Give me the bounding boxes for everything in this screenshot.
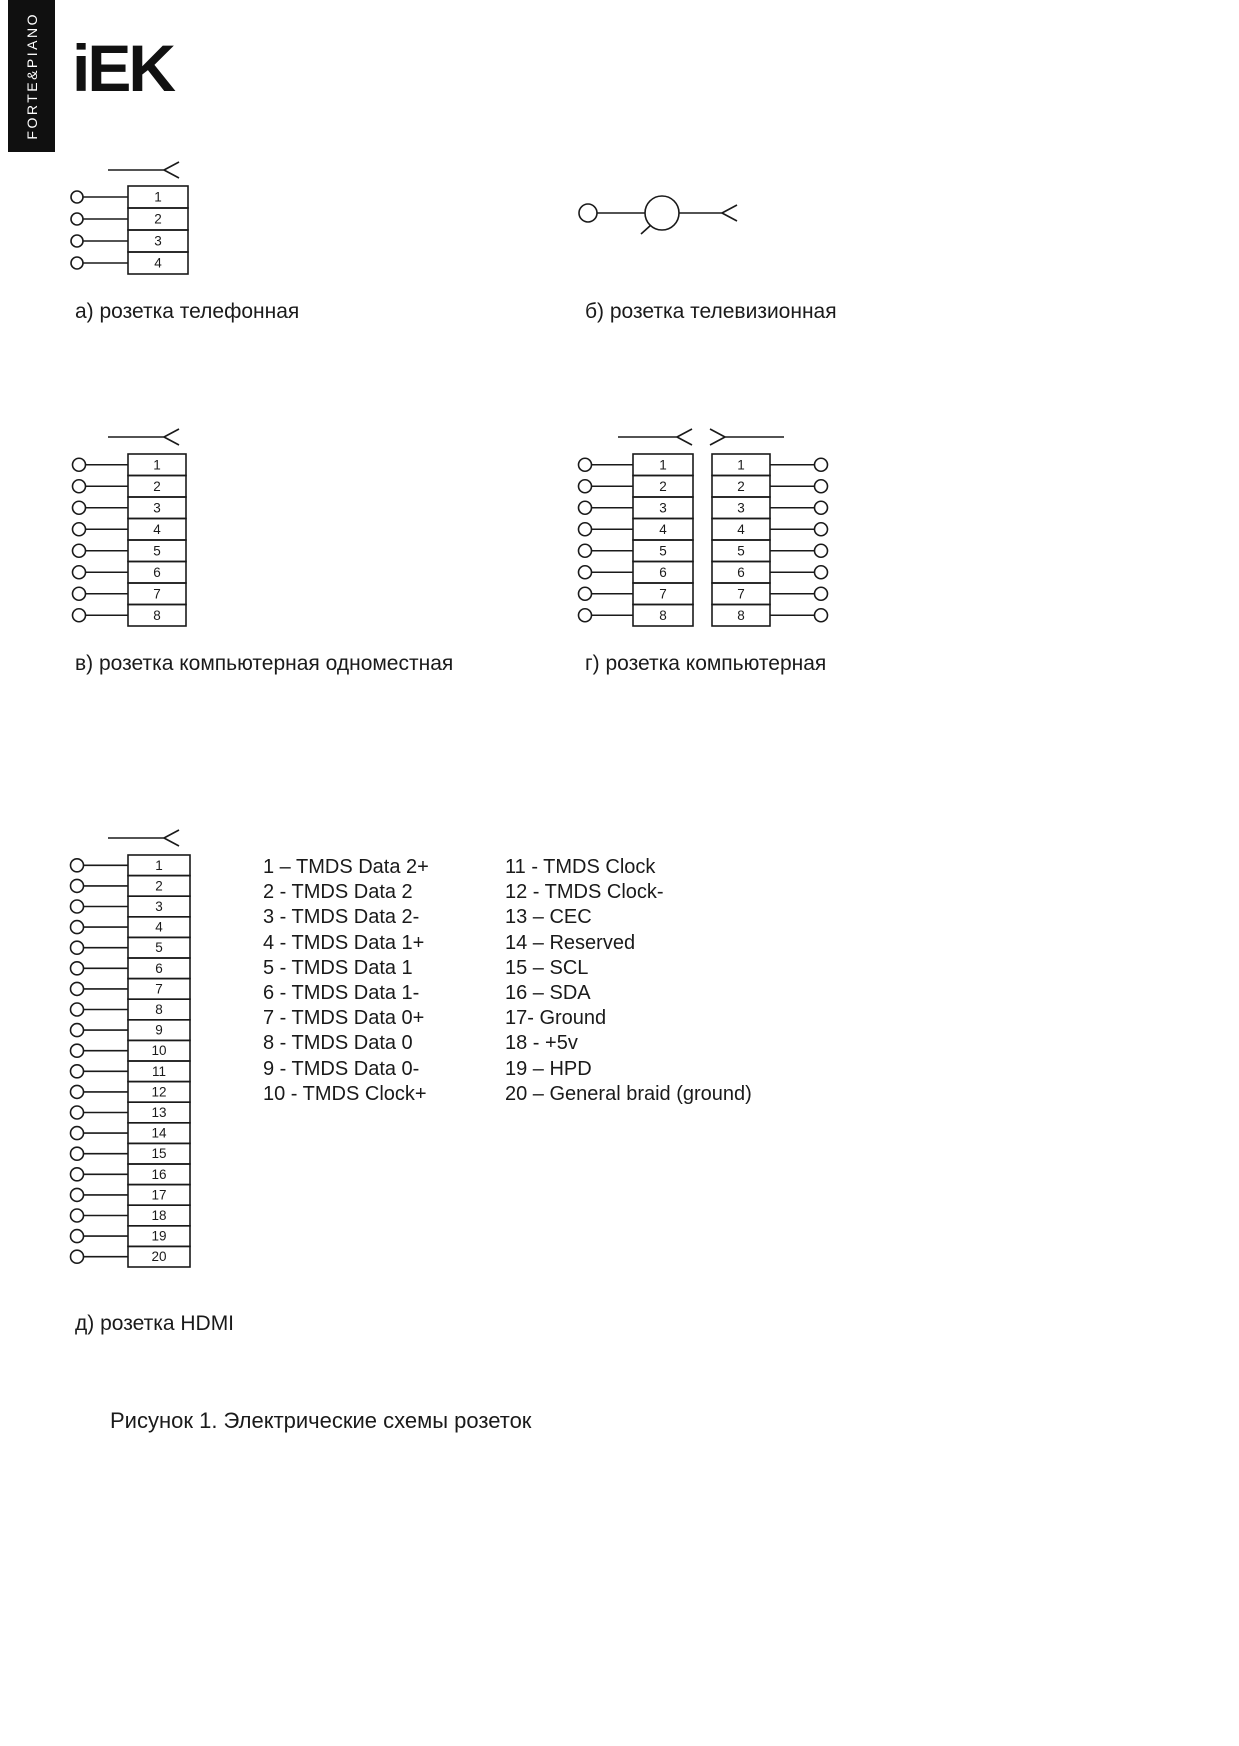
label-hdmi-socket: д) розетка HDMI — [75, 1312, 235, 1335]
iek-logo: iEK — [72, 31, 174, 105]
svg-text:16: 16 — [151, 1166, 167, 1182]
hdmi-legend-item: 12 - TMDS Clock- — [505, 881, 664, 904]
svg-text:8: 8 — [737, 607, 745, 623]
hdmi-legend-item: 10 - TMDS Clock+ — [263, 1082, 427, 1105]
hdmi-legend-item: 2 - TMDS Data 2 — [263, 881, 413, 904]
svg-text:3: 3 — [153, 500, 161, 516]
svg-text:1: 1 — [659, 457, 667, 473]
svg-text:1: 1 — [154, 189, 162, 205]
svg-text:2: 2 — [153, 478, 161, 494]
svg-text:19: 19 — [151, 1228, 167, 1244]
hdmi-legend-item: 18 - +5v — [505, 1032, 578, 1055]
hdmi-legend-item: 19 – HPD — [505, 1057, 592, 1080]
svg-text:3: 3 — [154, 233, 162, 249]
telephone-socket-diagram — [60, 150, 260, 290]
svg-text:1: 1 — [153, 457, 161, 473]
svg-text:4: 4 — [154, 255, 162, 271]
svg-text:3: 3 — [155, 899, 163, 914]
svg-text:13: 13 — [151, 1105, 167, 1120]
hdmi-legend-item: 20 – General braid (ground) — [505, 1082, 752, 1105]
label-tv-socket: б) розетка телевизионная — [585, 300, 837, 323]
hdmi-legend-item: 15 – SCL — [505, 956, 589, 979]
hdmi-legend-item: 17- Ground — [505, 1007, 607, 1030]
svg-text:6: 6 — [659, 564, 667, 580]
svg-text:1: 1 — [737, 457, 745, 473]
svg-text:20: 20 — [151, 1249, 167, 1265]
computer-socket-single-diagram — [60, 420, 260, 655]
svg-text:10: 10 — [151, 1043, 167, 1059]
svg-text:7: 7 — [659, 586, 667, 602]
svg-text:7: 7 — [155, 981, 163, 997]
svg-text:5: 5 — [737, 543, 745, 559]
hdmi-legend-item: 8 - TMDS Data 0 — [263, 1032, 413, 1055]
hdmi-legend-item: 1 – TMDS Data 2+ — [263, 856, 429, 878]
hdmi-legend-item: 16 – SDA — [505, 982, 591, 1005]
svg-text:2: 2 — [154, 211, 162, 227]
svg-text:4: 4 — [155, 919, 163, 935]
hdmi-legend-col2 — [505, 855, 752, 1107]
svg-text:8: 8 — [155, 1002, 163, 1017]
label-telephone-socket: а) розетка телефонная — [75, 300, 300, 323]
svg-text:6: 6 — [153, 564, 161, 580]
figure-caption: Рисунок 1. Электрические схемы розеток — [110, 1408, 532, 1433]
svg-text:5: 5 — [659, 543, 667, 559]
svg-text:4: 4 — [737, 521, 745, 537]
svg-text:11: 11 — [151, 1063, 167, 1079]
hdmi-legend-col1 — [263, 855, 429, 1107]
hdmi-legend-item: 13 – CEC — [505, 906, 592, 929]
hdmi-legend-item: 4 - TMDS Data 1+ — [263, 931, 425, 954]
svg-text:1: 1 — [155, 857, 163, 873]
svg-text:17: 17 — [151, 1187, 167, 1203]
svg-text:4: 4 — [153, 521, 161, 537]
hdmi-legend-item: 5 - TMDS Data 1 — [263, 956, 413, 979]
svg-text:2: 2 — [737, 478, 745, 494]
label-computer-socket-double: г) розетка компьютерная — [585, 652, 827, 675]
svg-text:8: 8 — [659, 607, 667, 623]
hdmi-legend-item: 6 - TMDS Data 1- — [263, 982, 420, 1005]
hdmi-socket-diagram — [60, 818, 265, 1288]
brand-sidebar — [8, 0, 55, 152]
svg-text:4: 4 — [659, 521, 667, 537]
tv-socket-diagram — [570, 183, 830, 253]
hdmi-legend-item: 3 - TMDS Data 2- — [263, 906, 420, 929]
svg-text:5: 5 — [155, 940, 163, 956]
hdmi-legend-item: 9 - TMDS Data 0- — [263, 1057, 420, 1080]
svg-text:12: 12 — [151, 1084, 167, 1100]
svg-text:6: 6 — [155, 960, 163, 976]
svg-text:6: 6 — [737, 564, 745, 580]
hdmi-legend-item: 11 - TMDS Clock — [505, 856, 656, 878]
label-computer-socket-single: в) розетка компьютерная одноместная — [75, 652, 454, 675]
svg-text:7: 7 — [153, 586, 161, 602]
svg-text:14: 14 — [151, 1125, 167, 1141]
series-label: FORTE&PIANO — [23, 12, 40, 140]
computer-socket-double-diagram — [565, 420, 855, 655]
svg-text:5: 5 — [153, 543, 161, 559]
svg-text:15: 15 — [151, 1146, 167, 1162]
hdmi-legend-item: 14 – Reserved — [505, 931, 636, 954]
svg-text:3: 3 — [659, 500, 667, 516]
svg-text:2: 2 — [155, 878, 163, 894]
svg-text:9: 9 — [155, 1022, 163, 1038]
hdmi-legend-item: 7 - TMDS Data 0+ — [263, 1007, 425, 1030]
svg-text:7: 7 — [737, 586, 745, 602]
svg-text:2: 2 — [659, 478, 667, 494]
svg-text:18: 18 — [151, 1208, 167, 1223]
svg-text:3: 3 — [737, 500, 745, 516]
svg-text:8: 8 — [153, 607, 161, 623]
